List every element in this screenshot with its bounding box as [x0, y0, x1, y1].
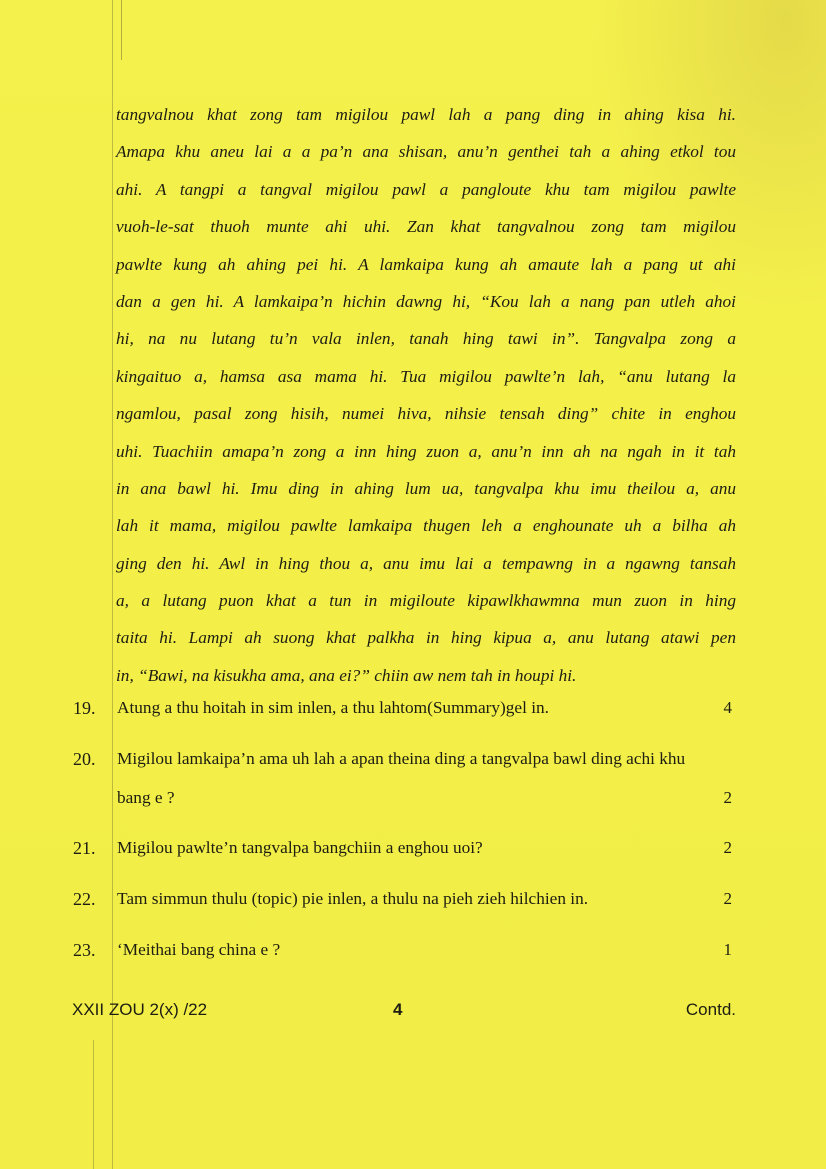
- question-number: 21.: [73, 838, 96, 858]
- passage-line: in, “Bawi, na kisukha ama, ana ei?” chiin aw nem tah in houpi hi.: [116, 665, 577, 685]
- passage-line: vuoh-le-sat thuoh munte ahi uhi. Zan khat tangvalnou zong tam migilou: [116, 217, 736, 237]
- passage-line: in ana bawl hi. Imu ding in ahing lum ua, tangvalpa khu imu theilou a, anu: [116, 478, 736, 498]
- question-text: Migilou lamkaipa’n ama uh lah a apan theina ding a tangvalpa bawl ding achi khu: [117, 749, 686, 768]
- passage-line: taita hi. Lampi ah suong khat palkha in hing kipua a, anu lutang atawi pen: [116, 628, 736, 648]
- passage-line: Amapa khu aneu lai a a pa’n ana shisan, anu’n genthei tah a ahing etkol tou: [116, 142, 736, 162]
- passage-line: pawlte kung ah ahing pei hi. A lamkaipa kung ah amaute lah a pang ut ahi: [116, 254, 736, 274]
- passage-line: tangvalnou khat zong tam migilou pawl lah a pang ding in ahing kisa hi.: [116, 105, 736, 124]
- paper-code: XXII ZOU 2(x) /22: [72, 1000, 208, 1019]
- question-text: bang e ?: [117, 788, 175, 807]
- reading-passage: [116, 96, 736, 694]
- question-marks: 2: [723, 838, 732, 857]
- question-text: Tam simmun thulu (topic) pie inlen, a thulu na pieh zieh hilchien in.: [117, 889, 589, 908]
- question-number: 22.: [73, 889, 96, 909]
- question-text: Atung a thu hoitah in sim inlen, a thu lahtom(Summary)gel in.: [117, 698, 549, 717]
- margin-rule: [112, 0, 113, 1169]
- passage-line: lah it mama, migilou pawlte lamkaipa thugen leh a enghounate uh a bilha ah: [116, 516, 736, 536]
- margin-rule-top: [121, 0, 122, 60]
- margin-rule-bottom: [93, 1040, 94, 1169]
- passage-line: uhi. Tuachiin amapa’n zong a inn hing zuon a, anu’n inn ah na ngah in it tah: [116, 441, 736, 461]
- question-marks: 2: [723, 788, 732, 807]
- passage-line: ngamlou, pasal zong hisih, numei hiva, nihsie tensah ding” chite in enghou: [116, 404, 736, 424]
- question-number: 19.: [73, 698, 96, 718]
- question-number: 23.: [73, 940, 96, 960]
- passage-line: dan a gen hi. A lamkaipa’n hichin dawng hi, “Kou lah a nang pan utleh ahoi: [116, 291, 736, 311]
- continued-label: Contd.: [685, 1000, 736, 1019]
- page-number: 4: [393, 1000, 403, 1019]
- passage-line: ahi. A tangpi a tangval migilou pawl a pangloute khu tam migilou pawlte: [116, 179, 736, 199]
- passage-line: kingaituo a, hamsa asa mama hi. Tua migilou pawlte’n lah, “anu lutang la: [116, 366, 736, 386]
- question-number: 20.: [73, 749, 96, 769]
- question-marks: 4: [723, 698, 732, 717]
- question-text: ‘Meithai bang china e ?: [117, 940, 281, 959]
- question-marks: 2: [723, 889, 732, 908]
- passage-line: ging den hi. Awl in hing thou a, anu imu lai a tempawng in a ngawng tansah: [116, 553, 736, 573]
- passage-line: a, a lutang puon khat a tun in migiloute kipawlkhawmna mun zuon in hing: [116, 591, 736, 611]
- question-marks: 1: [723, 940, 732, 959]
- question-text: Migilou pawlte’n tangvalpa bangchiin a enghou uoi?: [117, 838, 483, 857]
- passage-line: hi, na nu lutang tu’n vala inlen, tanah hing tawi in”. Tangvalpa zong a: [116, 329, 736, 349]
